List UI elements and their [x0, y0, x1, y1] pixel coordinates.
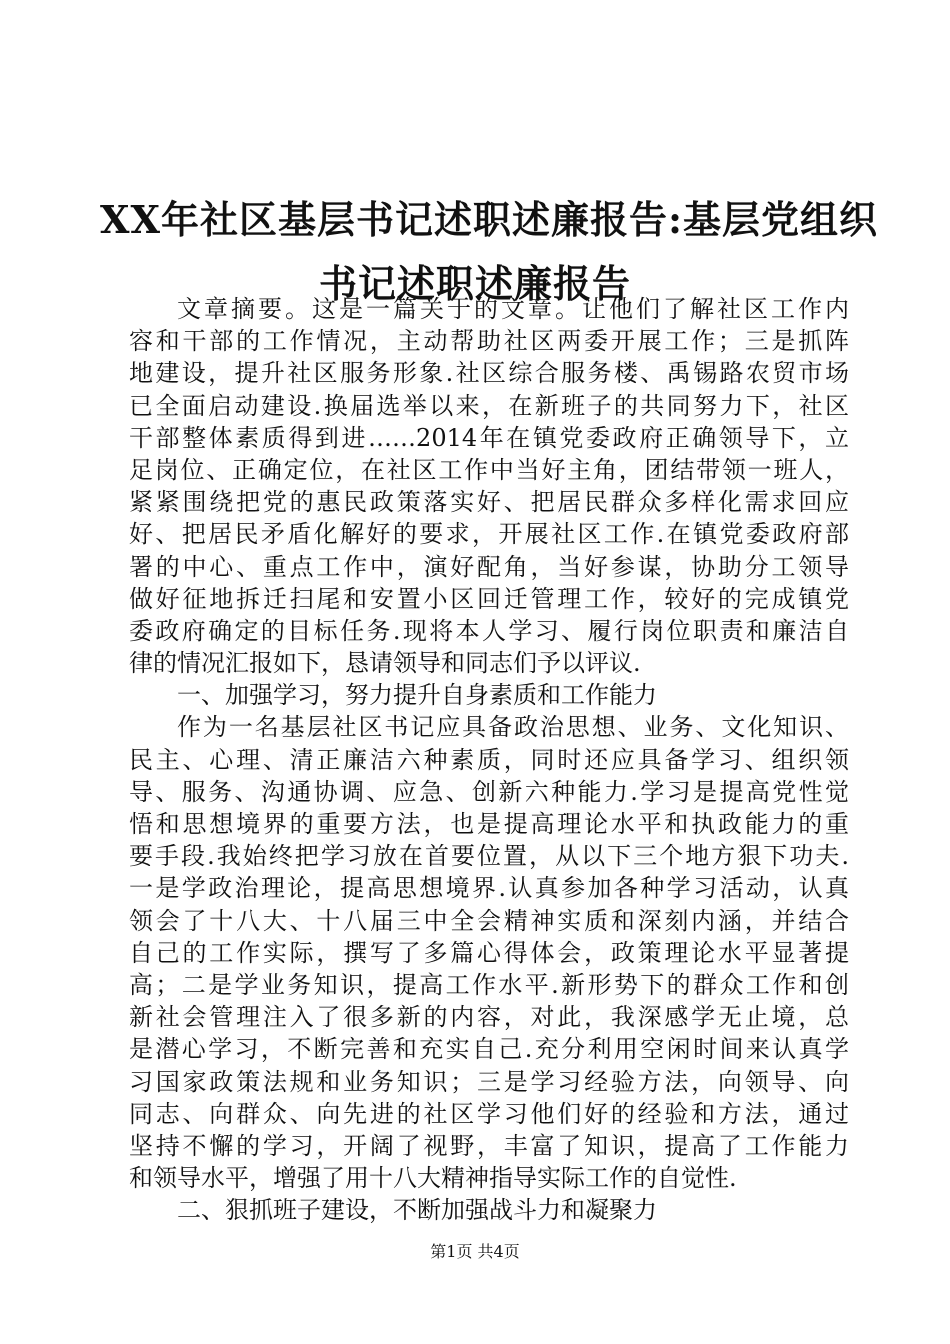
body-line: 同志、向群众、向先进的社区学习他们好的经验和方法，通过	[129, 1099, 849, 1128]
body-line: 干部整体素质得到进……2014年在镇党委政府正确领导下，立	[129, 423, 849, 452]
body-line: 自己的工作实际，撰写了多篇心得体会，政策理论水平显著提	[129, 938, 849, 967]
body-line: 民主、心理、清正廉洁六种素质，同时还应具备学习、组织领	[129, 745, 849, 774]
body-line: 二、狠抓班子建设，不断加强战斗力和凝聚力	[177, 1196, 657, 1225]
body-line: 文章摘要。这是一篇关于的文章。让他们了解社区工作内	[177, 295, 849, 323]
document-body	[129, 293, 849, 1226]
body-line: 要手段.我始终把学习放在首要位置，从以下三个地方狠下功夫.	[129, 842, 849, 871]
body-line: 领会了十八大、十八届三中全会精神实质和深刻内涵，并结合	[129, 906, 849, 935]
body-line: 悟和思想境界的重要方法，也是提高理论水平和执政能力的重	[129, 810, 849, 838]
body-line: 作为一名基层社区书记应具备政治思想、业务、文化知识、	[177, 713, 849, 742]
body-line: 已全面启动建设.换届选举以来，在新班子的共同努力下，社区	[129, 391, 849, 420]
body-line: 一是学政治理论，提高思想境界.认真参加各种学习活动，认真	[129, 874, 849, 903]
body-line: 习国家政策法规和业务知识；三是学习经验方法，向领导、向	[129, 1067, 849, 1096]
body-line: 高；二是学业务知识，提高工作水平.新形势下的群众工作和创	[129, 970, 849, 999]
body-line: 律的情况汇报如下，恳请领导和同志们予以评议.	[129, 649, 641, 678]
body-line: 署的中心、重点工作中，演好配角，当好参谋，协助分工领导	[129, 552, 849, 581]
body-line: 新社会管理注入了很多新的内容，对此，我深感学无止境，总	[129, 1003, 849, 1032]
title-line-2: 书记述职述廉报告	[318, 261, 631, 306]
body-line: 紧紧围绕把党的惠民政策落实好、把居民群众多样化需求回应	[129, 488, 849, 517]
body-line: 做好征地拆迁扫尾和安置小区回迁管理工作，较好的完成镇党	[129, 584, 849, 613]
body-line: 是潜心学习，不断完善和充实自己.充分利用空闲时间来认真学	[129, 1035, 849, 1064]
body-line: 地建设，提升社区服务形象.社区综合服务楼、禹锡路农贸市场	[129, 359, 849, 388]
title-line-1: XX年社区基层书记述职述廉报告:基层党组织	[100, 197, 878, 242]
body-line: 委政府确定的目标任务.现将本人学习、履行岗位职责和廉洁自	[129, 616, 849, 645]
body-line: 导、服务、沟通协调、应急、创新六种能力.学习是提高党性觉	[129, 777, 849, 806]
body-line: 好、把居民矛盾化解好的要求，开展社区工作.在镇党委政府部	[129, 520, 849, 549]
body-line: 和领导水平，增强了用十八大精神指导实际工作的自觉性.	[129, 1164, 737, 1193]
body-line: 容和干部的工作情况，主动帮助社区两委开展工作；三是抓阵	[129, 327, 849, 356]
page-footer: 第1页 共4页	[430, 1242, 520, 1261]
body-line: 足岗位、正确定位，在社区工作中当好主角，团结带领一班人，	[129, 455, 849, 484]
body-line: 一、加强学习，努力提升自身素质和工作能力	[177, 681, 657, 710]
body-line: 坚持不懈的学习，开阔了视野，丰富了知识，提高了工作能力	[129, 1131, 849, 1160]
